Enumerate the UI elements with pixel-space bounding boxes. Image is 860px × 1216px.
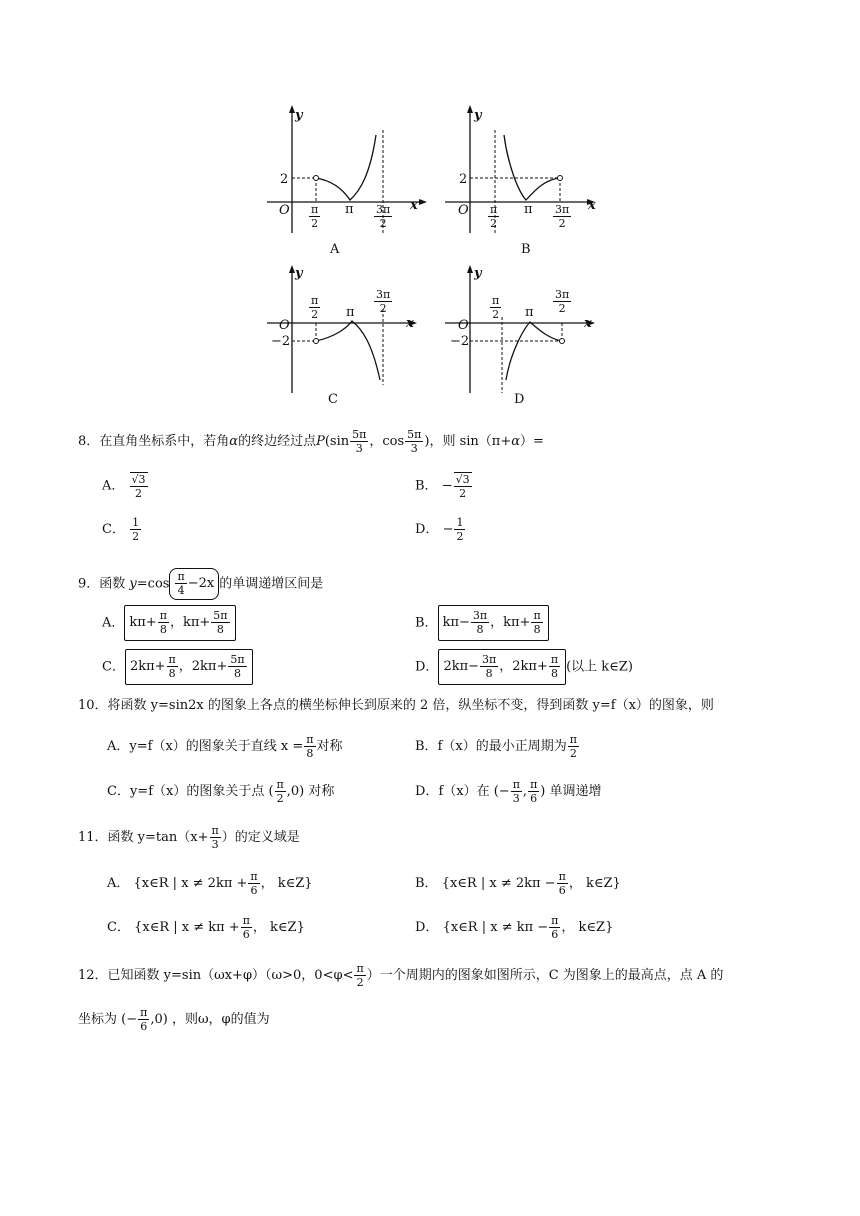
- graph-a-tick-3pi-half: $\frac{3\pi}{2}$: [376, 203, 391, 230]
- q8-option-c[interactable]: C． $\frac{1}{2}$: [102, 516, 140, 543]
- q8-text-c: )，则 sin（π+: [424, 434, 512, 449]
- graph-c-tick-3pi-half: $\frac{3\pi}{2}$: [376, 288, 391, 315]
- graph-c-tick-pi-half: $\frac{\pi}{2}$: [311, 294, 319, 321]
- q8-alpha-2: α: [511, 434, 520, 449]
- q9-text-b: 的单调递增区间是: [219, 576, 324, 592]
- graph-b-origin: O: [458, 203, 469, 218]
- q12-frac-2: $\frac{\pi}{6}$: [140, 1006, 148, 1033]
- q9-option-a[interactable]: A． kπ+ $\frac{\pi}{8}$ ，kπ+ $\frac{5\pi}{8}$: [102, 605, 236, 641]
- graph-d-x-label: x: [584, 316, 592, 331]
- question-8-stem: [78, 428, 544, 455]
- q9-text-a: 函数: [99, 576, 130, 592]
- question-9-stem: [78, 568, 323, 600]
- q8-alpha: α: [229, 434, 239, 449]
- graph-b-tick-3pi-half: $\frac{3\pi}{2}$: [555, 203, 570, 230]
- q9-option-b[interactable]: B． kπ− $\frac{3\pi}{8}$ ，kπ+ $\frac{\pi}{8}$: [415, 605, 549, 641]
- q8-frac-1: $\frac{5\pi}{3}$: [352, 428, 367, 455]
- q8-sin: (sin: [324, 434, 350, 449]
- graph-a-y-label: y: [295, 108, 303, 123]
- graph-c-x-label: x: [406, 316, 414, 331]
- q10-option-b[interactable]: B．f（x）的最小正周期为 $\frac{\pi}{2}$: [415, 733, 577, 760]
- q12-line2-a: 坐标为 (−: [78, 1012, 138, 1027]
- q9-y: y: [129, 576, 137, 592]
- q8-point-p: P: [316, 434, 325, 449]
- graph-a-tick-pi: π: [345, 202, 354, 217]
- q9-eq: =cos: [136, 576, 170, 592]
- q8-option-d[interactable]: D． − $\frac{1}{2}$: [415, 516, 464, 543]
- q8-text-a: 在直角坐标系中，若角: [99, 434, 230, 449]
- q12-line2-b: ,0) ，则ω，φ的值为: [150, 1012, 270, 1027]
- q10-text: 将函数 y=sin2x 的图象上各点的横坐标伸长到原来的 2 倍，纵坐标不变，得到函数 y=f（x）的图象，则: [107, 698, 714, 713]
- q12-frac: $\frac{\pi}{2}$: [356, 962, 364, 989]
- q8-cos: ，cos: [369, 434, 405, 449]
- graph-a-tick-pi-half: $\frac{\pi}{2}$: [311, 203, 319, 230]
- graph-d-origin: O: [458, 318, 469, 333]
- graph-b-caption: B: [521, 242, 531, 257]
- graph-b-tick-2: 2: [459, 172, 468, 187]
- graph-c-caption: C: [328, 392, 338, 407]
- q9-paren: $\frac{\pi}{4}$ −2x: [169, 568, 219, 600]
- question-12-line-2: [78, 1006, 270, 1033]
- question-12-stem: [78, 962, 723, 989]
- graph-a-tick-2: 2: [280, 172, 289, 187]
- q10-option-d[interactable]: D．f（x）在 (− $\frac{\pi}{3}$ , $\frac{\pi}{6}$ ) 单调递增: [415, 778, 602, 805]
- q11-text-b: ）的定义域是: [221, 830, 300, 845]
- q11-text-a: 函数 y=tan（x+: [107, 830, 209, 845]
- graph-b-tick-pi-half: $\frac{\pi}{2}$: [490, 203, 498, 230]
- graph-b-y-label: y: [474, 108, 482, 123]
- graph-b-x-label: x: [588, 198, 596, 213]
- graph-d-y-label: y: [474, 266, 482, 281]
- question-number: 8．: [78, 434, 100, 449]
- graph-c-y-label: y: [295, 266, 303, 281]
- question-10-stem: [78, 697, 714, 715]
- graph-c-tick-pi: π: [346, 305, 355, 320]
- question-number: 11．: [78, 830, 108, 845]
- q12-text-a: 已知函数 y=sin（ωx+φ）（ω>0，0<φ<: [107, 968, 354, 983]
- graph-c-origin: O: [279, 318, 290, 333]
- q9-option-d[interactable]: D． 2kπ− $\frac{3\pi}{8}$ ，2kπ+ $\frac{\pi}{8}$ (以上 k∈Z): [415, 649, 633, 685]
- graph-c-tick-neg2: −2: [271, 334, 291, 349]
- q8-text-d: ）=: [520, 434, 544, 449]
- q10-option-c[interactable]: C．y=f（x）的图象关于点 ( $\frac{\pi}{2}$ ,0) 对称: [107, 778, 335, 805]
- q11-frac: $\frac{\pi}{3}$: [211, 824, 219, 851]
- q11-option-a[interactable]: A． {x∈R | x ≠ 2kπ + $\frac{\pi}{6}$ ， k∈Z}: [107, 870, 313, 897]
- graph-a-origin: O: [279, 203, 290, 218]
- question-number: 12．: [78, 968, 108, 983]
- q11-option-d[interactable]: D． {x∈R | x ≠ kπ − $\frac{\pi}{6}$ ， k∈Z}: [415, 914, 614, 941]
- graph-d-tick-3pi-half: $\frac{3\pi}{2}$: [555, 288, 570, 315]
- graph-d-caption: D: [514, 392, 525, 407]
- q10-option-a[interactable]: A．y=f（x）的图象关于直线 x = $\frac{\pi}{8}$ 对称: [107, 733, 343, 760]
- question-number: 10．: [78, 698, 108, 713]
- graph-d-tick-pi-half: $\frac{\pi}{2}$: [492, 294, 500, 321]
- graph-b-tick-pi: π: [524, 202, 533, 217]
- graph-a-caption: A: [330, 242, 340, 257]
- graph-a-x-label: x: [410, 198, 418, 213]
- question-number: 9．: [78, 576, 100, 592]
- q8-text-b: 的终边经过点: [238, 434, 317, 449]
- graph-d-tick-neg2: −2: [450, 334, 470, 349]
- q11-option-c[interactable]: C． {x∈R | x ≠ kπ + $\frac{\pi}{6}$ ， k∈Z}: [107, 914, 305, 941]
- q8-frac-2: $\frac{5\pi}{3}$: [407, 428, 422, 455]
- q11-option-b[interactable]: B． {x∈R | x ≠ 2kπ − $\frac{\pi}{6}$ ， k∈Z}: [415, 870, 621, 897]
- q12-text-b: ）一个周期内的图象如图所示，C 为图象上的最高点，点 A 的: [366, 968, 724, 983]
- q8-option-b[interactable]: B． − $\frac{√3}{2}$: [415, 473, 470, 500]
- question-11-stem: [78, 824, 300, 851]
- q9-option-c[interactable]: C． 2kπ+ $\frac{\pi}{8}$ ，2kπ+ $\frac{5\pi}{8}$: [102, 649, 253, 685]
- q8-option-a[interactable]: A． $\frac{√3}{2}$: [102, 473, 146, 500]
- graph-d-tick-pi: π: [525, 305, 534, 320]
